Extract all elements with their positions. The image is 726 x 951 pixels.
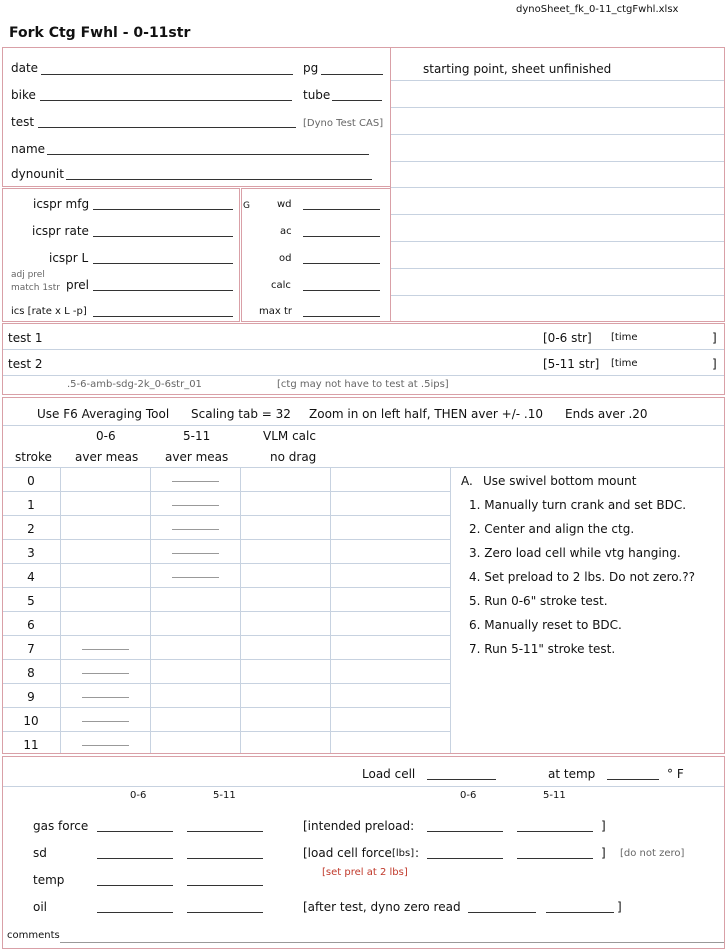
test-file: .5-6-amb-sdg-2k_0-6str_01 [67,379,202,390]
test2-range: [5-11 str] [543,357,600,371]
load-cell-line[interactable] [427,779,496,780]
at-temp-label: at temp [548,767,596,781]
deg-label: ° F [667,767,684,781]
intended-preload-label: [intended preload: [303,819,415,833]
do-not-zero: [do not zero] [620,848,685,859]
comments-label: comments [7,930,60,941]
bottom-divider [3,786,724,787]
cell-force-line-1[interactable] [427,858,503,859]
intended-line-1[interactable] [427,831,503,832]
ics-line[interactable] [93,316,233,317]
stroke-row: 2 [27,522,35,536]
col2-fill-line[interactable] [172,505,219,506]
table-col-line [450,467,451,753]
oil-line-2[interactable] [187,912,263,913]
stroke-row: 1 [27,498,35,512]
oil-label: oil [33,900,48,914]
note-row-line [391,295,724,296]
page-title: Fork Ctg Fwhl - 0-11str [9,25,191,41]
at-temp-line[interactable] [607,779,659,780]
intended-line-2[interactable] [517,831,593,832]
date-label: date [11,61,39,75]
test2-close: ] [712,357,717,371]
icspr-len-label: icspr L [49,251,89,265]
table-row-line [3,635,450,636]
test-line[interactable] [38,127,296,128]
wd-line[interactable] [303,209,380,210]
note-row-line [391,161,724,162]
col3-header: no drag [270,450,317,464]
table-row-line [3,515,450,516]
adj-prel-label: adj prel [11,270,45,280]
name-label: name [11,142,46,156]
stroke-row: 0 [27,474,35,488]
stroke-row: 9 [27,690,35,704]
table-row-line [3,587,450,588]
calc-label: calc [271,280,291,291]
table-col-line [60,467,61,753]
step-a-marker: A. [461,474,473,488]
step-item: 4. Set preload to 2 lbs. Do not zero.?? [469,570,695,584]
test1-label: test 1 [8,331,43,345]
test-label: test [11,115,35,129]
note-row-line [391,80,724,81]
calc-line[interactable] [303,290,380,291]
test-note: [ctg may not have to test at .5ips] [277,379,449,390]
bottom-col4: 5-11 [543,790,566,801]
max-tr-line[interactable] [303,316,380,317]
table-row-line [3,563,450,564]
ac-label: ac [280,226,292,237]
note-row-line [391,134,724,135]
step-item: 3. Zero load cell while vtg hanging. [469,546,681,560]
stroke-row: 11 [23,738,39,752]
step-item: 6. Manually reset to BDC. [469,618,622,632]
after-line-2[interactable] [546,912,614,913]
match-label: match 1str [11,283,60,293]
col2-fill-line[interactable] [172,481,219,482]
step-a-text: Use swivel bottom mount [483,474,637,488]
name-line[interactable] [47,154,369,155]
table-row-line [3,707,450,708]
gas-force-line-1[interactable] [97,831,173,832]
after-close: ] [617,900,622,914]
load-cell-label: Load cell [362,767,416,781]
table-header-line [3,467,724,468]
icspr-len-line[interactable] [93,263,233,264]
col2-header: aver meas [165,450,229,464]
col2-fill-line[interactable] [172,577,219,578]
col2-fill-line[interactable] [172,529,219,530]
tube-line[interactable] [332,100,382,101]
col2-top: 5-11 [183,429,211,443]
note-row-line [391,241,724,242]
sd-line-2[interactable] [187,858,263,859]
dynounit-line[interactable] [66,179,372,180]
step-item: 2. Center and align the ctg. [469,522,635,536]
step-item: 1. Manually turn crank and set BDC. [469,498,687,512]
bottom-col3: 0-6 [460,790,477,801]
after-line-1[interactable] [468,912,536,913]
max-tr-label: max tr [259,306,292,317]
note-row-line [391,107,724,108]
oil-line-1[interactable] [97,912,173,913]
table-col-line [240,467,241,753]
table-row-line [3,539,450,540]
lbs-label: [lbs] [392,848,415,859]
ics-label: ics [rate x L -p] [11,306,87,317]
scaling-tab: Scaling tab = 32 [191,407,291,421]
cell-force-close: ] [601,846,606,860]
note-row-line [391,187,724,188]
pg-line[interactable] [321,74,383,75]
table-row-line [3,683,450,684]
file-name: dynoSheet_fk_0-11_ctgFwhl.xlsx [516,4,679,15]
g-label: G [243,201,250,211]
bottom-col1: 0-6 [130,790,147,801]
bike-line[interactable] [40,100,292,101]
bottom-col2: 5-11 [213,790,236,801]
col2-fill-line[interactable] [172,553,219,554]
col1-fill-line[interactable] [82,697,129,698]
icspr-rate-label: icspr rate [32,224,89,238]
dynounit-label: dynounit [11,167,64,181]
cell-force-line-2[interactable] [517,858,593,859]
bike-label: bike [11,88,36,102]
col1-header: aver meas [75,450,139,464]
note-row-line [391,214,724,215]
after-test-label: [after test, dyno zero read [303,900,461,914]
test1-time[interactable]: [time [611,332,638,343]
prel-line[interactable] [93,290,233,291]
tube-label: tube [303,88,331,102]
icspr-mfg-label: icspr mfg [33,197,90,211]
stroke-row: 4 [27,570,35,584]
col1-top: 0-6 [96,429,116,443]
od-line[interactable] [303,263,380,264]
wd-label: wd [277,199,292,210]
load-cell-force-label: [load cell force [303,846,392,860]
stroke-row: 5 [27,594,35,608]
col1-fill-line[interactable] [82,649,129,650]
cell-force-colon: : [415,846,420,860]
temp-label: temp [33,873,65,887]
gas-force-label: gas force [33,819,89,833]
test2-time[interactable]: [time [611,358,638,369]
sd-label: sd [33,846,47,860]
col3-top: VLM calc [263,429,316,443]
table-row-line [3,491,450,492]
col1-fill-line[interactable] [82,721,129,722]
note-row-line [391,268,724,269]
table-row-line [3,659,450,660]
zoom-note: Zoom in on left half, THEN aver +/- .10 [309,407,543,421]
gas-force-line-2[interactable] [187,831,263,832]
comments-line[interactable] [60,942,724,943]
sheet-note: starting point, sheet unfinished [423,62,612,76]
date-line[interactable] [41,74,293,75]
test1-close: ] [712,331,717,345]
temp-line-2[interactable] [187,885,263,886]
stroke-header: stroke [15,450,52,464]
col1-fill-line[interactable] [82,745,129,746]
ends-note: Ends aver .20 [565,407,648,421]
temp-line-1[interactable] [97,885,173,886]
stroke-row: 10 [23,714,39,728]
sd-line-1[interactable] [97,858,173,859]
set-prel-note: [set prel at 2 lbs] [322,867,408,878]
intended-close: ] [601,819,606,833]
notes-box [390,47,725,322]
table-col-line [150,467,151,753]
stroke-row: 3 [27,546,35,560]
icspr-rate-line[interactable] [93,236,233,237]
table-row-line [3,611,450,612]
tests-row-line [3,375,724,376]
col1-fill-line[interactable] [82,673,129,674]
tool-divider [3,425,724,426]
pg-label: pg [303,61,319,75]
test2-label: test 2 [8,357,43,371]
test1-range: [0-6 str] [543,331,592,345]
icspr-mfg-line[interactable] [93,209,233,210]
step-item: 5. Run 0-6" stroke test. [469,594,608,608]
stroke-row: 6 [27,618,35,632]
stroke-row: 7 [27,642,35,656]
tests-row-line [3,349,724,350]
stroke-row: 8 [27,666,35,680]
od-label: od [279,253,292,264]
step-item: 7. Run 5-11" stroke test. [469,642,616,656]
test-ref: [Dyno Test CAS] [303,118,384,129]
prel-label: prel [66,278,90,292]
ac-line[interactable] [303,236,380,237]
table-row-line [3,731,450,732]
table-col-line [330,467,331,753]
f6-tool: Use F6 Averaging Tool [37,407,170,421]
